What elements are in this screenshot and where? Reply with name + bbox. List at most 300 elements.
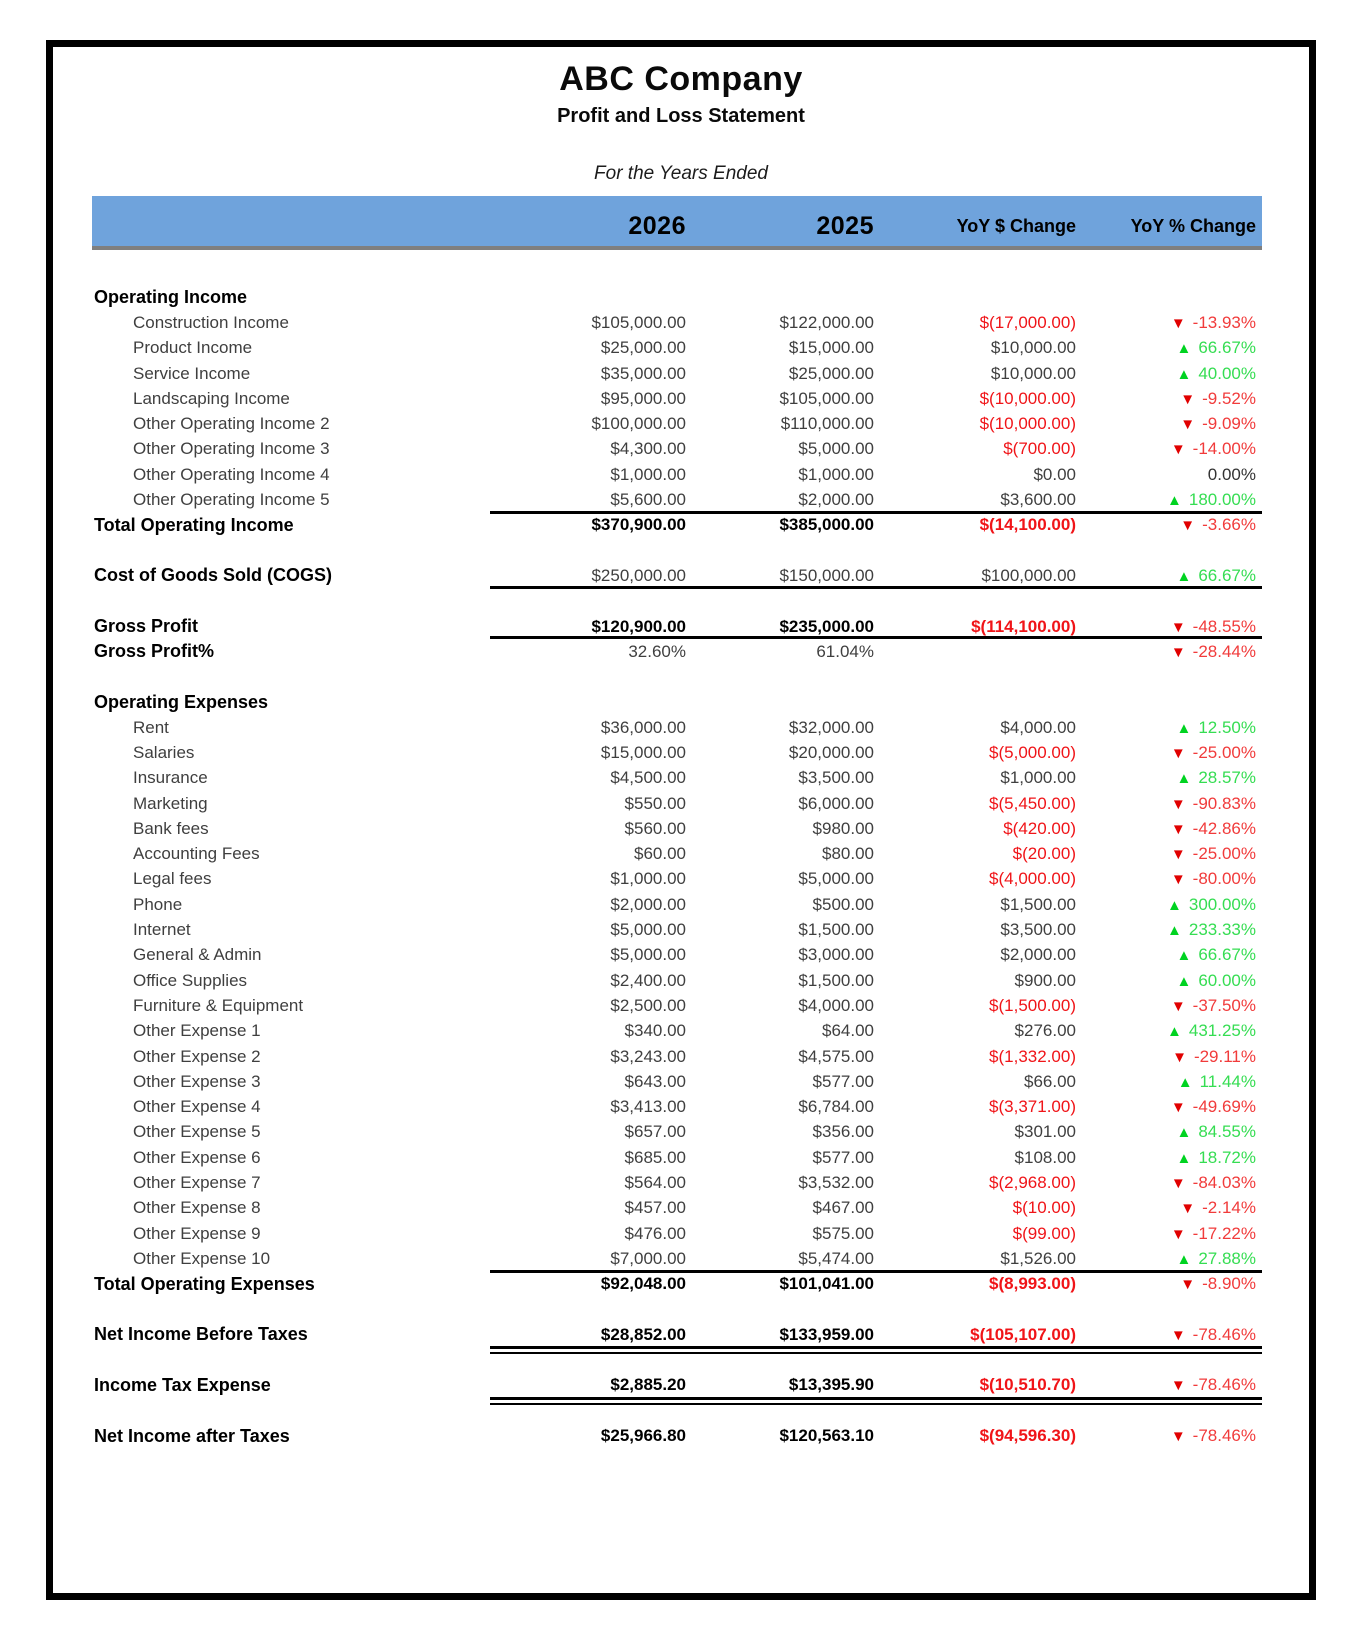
table-row [92,917,1262,942]
value-2026: $36,000.00 [600,717,686,737]
table-row [92,943,1262,968]
table-row [92,513,1262,538]
trend-up-icon: ▲ [1176,719,1192,737]
value-2025: $110,000.00 [780,414,874,434]
row-label: Net Income Before Taxes [94,1324,308,1345]
yoy-percent-text: -9.52% [1202,388,1256,408]
row-label: Insurance [133,768,208,788]
trend-down-icon: ▼ [1170,1428,1186,1445]
yoy-percent-text: 84.55% [1198,1122,1256,1142]
row-label: Accounting Fees [133,844,260,864]
row-label: Other Expense 10 [133,1248,271,1268]
value-2026: $7,000.00 [610,1248,686,1268]
column-header-2025: 2025 [816,212,874,240]
value-2026: $250,000.00 [591,565,686,585]
row-label: Other Expense 6 [133,1147,261,1167]
table-row [92,740,1262,765]
trend-up-icon: ▲ [1176,1124,1192,1142]
value-2025: $3,000.00 [798,945,874,965]
table-row [92,664,1262,689]
trend-down-icon: ▼ [1170,618,1186,636]
company-title: ABC Company [559,60,803,98]
yoy-percent-text: 431.25% [1188,1021,1256,1041]
yoy-percent-text: 300.00% [1188,894,1256,914]
yoy-percent-text: -78.46% [1192,1426,1256,1445]
value-yoy-dollar: $301.00 [1014,1122,1076,1142]
value-2025: $4,000.00 [798,995,874,1015]
table-row [92,1145,1262,1170]
value-yoy-percent [1076,1021,1262,1041]
value-2025: $80.00 [822,844,874,864]
trend-down-icon: ▼ [1170,1175,1186,1193]
row-label: Other Expense 5 [133,1122,261,1142]
table-row [92,1297,1262,1322]
trend-up-icon: ▲ [1167,492,1182,510]
value-2025: $1,500.00 [798,970,874,990]
table-row [92,766,1262,791]
table-row [92,437,1262,462]
yoy-percent-text: -49.69% [1192,1097,1256,1117]
value-yoy-dollar: $1,500.00 [1000,894,1076,914]
trend-down-icon: ▼ [1170,441,1186,459]
trend-up-icon: ▲ [1176,340,1192,358]
table-row [92,867,1262,892]
row-label: Other Expense 3 [133,1071,261,1091]
value-2026: $15,000.00 [600,742,686,762]
value-yoy-dollar: $(3,371.00) [989,1097,1076,1117]
value-2026: $2,400.00 [610,970,686,990]
column-header-2026: 2026 [628,212,686,240]
trend-up-icon: ▲ [1167,896,1182,914]
yoy-percent-text: 12.50% [1198,717,1256,737]
value-2026: $4,500.00 [610,768,686,788]
value-yoy-percent [1076,920,1262,940]
yoy-percent-text: -84.03% [1192,1173,1256,1193]
value-yoy-percent [1076,1249,1262,1269]
row-label: Other Expense 7 [133,1173,261,1193]
value-2026: $657.00 [624,1122,686,1142]
row-label: Other Expense 1 [133,1021,261,1041]
row-label: Landscaping Income [133,388,290,408]
value-2026: $1,000.00 [610,869,686,889]
value-2025: $500.00 [812,894,874,914]
value-yoy-dollar: $276.00 [1014,1021,1076,1041]
value-yoy-dollar: $2,000.00 [1000,945,1076,965]
value-2025: $105,000.00 [779,388,874,408]
value-2026: $2,500.00 [610,995,686,1015]
yoy-percent-text: -37.50% [1192,995,1256,1015]
value-yoy-dollar: $(10,000.00) [979,388,1076,408]
value-2026: $3,243.00 [610,1046,686,1066]
value-yoy-dollar: $(700.00) [1003,439,1076,459]
yoy-percent-text: -78.46% [1192,1324,1256,1344]
table-row [92,1398,1262,1423]
row-label: Service Income [133,363,251,383]
value-yoy-dollar: $(10.00) [1012,1198,1076,1218]
value-yoy-percent [1076,490,1262,510]
yoy-percent-text: 0.00% [1207,464,1256,484]
value-2025: $150,000.00 [779,565,874,585]
trend-up-icon: ▲ [1176,1250,1192,1268]
value-2026: $564.00 [624,1173,686,1193]
value-yoy-percent [1076,642,1262,662]
value-2026: $5,600.00 [610,490,686,510]
value-yoy-dollar: $3,500.00 [1000,920,1076,940]
value-yoy-percent [1076,313,1262,333]
value-2025: $133,959.00 [779,1324,874,1344]
value-yoy-percent [1076,1122,1262,1142]
value-2025: $6,784.00 [798,1097,874,1117]
value-yoy-dollar: $(5,450.00) [989,793,1076,813]
value-2026: $35,000.00 [600,363,686,383]
value-2025: $575.00 [812,1223,874,1243]
value-2026: $100,000.00 [591,414,686,434]
value-2026: $340.00 [624,1021,686,1041]
value-2025: 61.04% [816,641,874,661]
value-yoy-percent [1076,1426,1262,1446]
table-row [92,1272,1262,1297]
yoy-percent-text: -78.46% [1192,1375,1256,1395]
value-yoy-dollar: $10,000.00 [990,363,1076,383]
trend-down-icon: ▼ [1170,846,1186,864]
value-2026: $370,900.00 [591,515,686,535]
trend-up-icon: ▲ [1176,947,1192,965]
value-2026: $25,966.80 [600,1426,686,1445]
yoy-percent-text: 60.00% [1198,970,1256,990]
value-2025: $25,000.00 [788,363,874,383]
table-row [92,487,1262,512]
value-yoy-dollar: $(17,000.00) [979,312,1076,332]
value-yoy-dollar: $(14,100.00) [979,515,1076,535]
value-2026: $2,885.20 [610,1375,686,1395]
trend-down-icon: ▼ [1170,1377,1186,1395]
table-row [92,538,1262,563]
row-label: Product Income [133,338,253,358]
header-spacer [92,241,490,246]
row-label: Furniture & Equipment [133,995,304,1015]
value-yoy-percent [1076,895,1262,915]
value-yoy-percent [1076,465,1262,485]
value-2026: 32.60% [628,641,686,661]
yoy-percent-text: -25.00% [1192,844,1256,864]
value-yoy-percent [1076,945,1262,965]
value-2026: $457.00 [624,1198,686,1218]
row-label: Other Expense 2 [133,1046,261,1066]
value-2026: $643.00 [624,1071,686,1091]
table-row [92,1170,1262,1195]
value-yoy-dollar: $(94,596.30) [979,1426,1076,1445]
table-row [92,386,1262,411]
trend-down-icon: ▼ [1170,820,1186,838]
row-label: Other Expense 8 [133,1198,261,1218]
value-yoy-dollar: $(105,107.00) [970,1324,1076,1344]
yoy-percent-text: -28.44% [1192,641,1256,661]
table-row [92,589,1262,614]
value-2026: $1,000.00 [610,464,686,484]
value-yoy-dollar: $(2,968.00) [989,1173,1076,1193]
yoy-percent-text: -8.90% [1202,1274,1256,1294]
trend-down-icon: ▼ [1170,1099,1186,1117]
value-yoy-percent [1076,996,1262,1016]
yoy-percent-text: -42.86% [1192,818,1256,838]
trend-down-icon: ▼ [1180,416,1196,434]
value-2026: $476.00 [624,1223,686,1243]
value-2025: $980.00 [812,818,874,838]
table-row [92,791,1262,816]
table-row [92,563,1262,588]
trend-up-icon: ▲ [1176,365,1192,383]
value-2026: $105,000.00 [591,312,686,332]
value-2026: $60.00 [634,844,686,864]
value-yoy-percent [1076,1375,1262,1395]
yoy-percent-text: -48.55% [1192,616,1256,636]
trend-up-icon: ▲ [1176,567,1192,585]
trend-up-icon: ▲ [1167,1023,1182,1041]
row-label: Legal fees [133,869,212,889]
value-yoy-percent [1076,1047,1262,1067]
value-yoy-dollar: $10,000.00 [990,338,1076,358]
column-header-yoy-percent: YoY % Change [1130,216,1256,236]
value-2026: $3,413.00 [610,1097,686,1117]
value-2025: $64.00 [822,1021,874,1041]
row-label: Operating Income [94,287,248,308]
row-label: Bank fees [133,818,209,838]
value-yoy-dollar: $100,000.00 [981,565,1076,585]
value-2025: $356.00 [812,1122,874,1142]
period-label: For the Years Ended [594,163,768,184]
row-label: Other Operating Income 2 [133,414,330,434]
table-row [92,1246,1262,1271]
yoy-percent-text: 40.00% [1198,363,1256,383]
value-2026: $95,000.00 [600,388,686,408]
trend-up-icon: ▲ [1177,1073,1193,1091]
column-header-yoy-dollar: YoY $ Change [956,216,1076,236]
row-label: Marketing [133,793,208,813]
value-2025: $32,000.00 [788,717,874,737]
row-label: Total Operating Income [94,514,294,535]
value-2026: $25,000.00 [600,338,686,358]
value-yoy-percent [1076,819,1262,839]
trend-down-icon: ▼ [1170,871,1186,889]
yoy-percent-text: 66.67% [1198,338,1256,358]
value-yoy-percent [1076,364,1262,384]
value-2025: $4,575.00 [798,1046,874,1066]
trend-down-icon: ▼ [1170,795,1186,813]
yoy-percent-text: -25.00% [1192,742,1256,762]
value-yoy-dollar: $0.00 [1033,464,1076,484]
yoy-percent-text: -80.00% [1192,869,1256,889]
value-yoy-percent [1076,566,1262,586]
table-row [92,690,1262,715]
table-row [92,411,1262,436]
value-yoy-percent [1076,414,1262,434]
row-label: General & Admin [133,945,262,965]
yoy-percent-text: 28.57% [1198,768,1256,788]
value-2025: $122,000.00 [779,312,874,332]
trend-down-icon: ▼ [1170,643,1186,661]
yoy-percent-text: 11.44% [1199,1071,1256,1091]
value-2025: $5,000.00 [798,869,874,889]
value-2025: $3,532.00 [798,1173,874,1193]
yoy-percent-text: -2.14% [1202,1198,1256,1218]
row-label: Internet [133,920,191,940]
value-yoy-percent [1076,718,1262,738]
trend-down-icon: ▼ [1172,1048,1187,1066]
trend-down-icon: ▼ [1180,517,1196,535]
trend-down-icon: ▼ [1170,744,1186,762]
yoy-percent-text: 66.67% [1198,945,1256,965]
row-label: Phone [133,894,183,914]
yoy-percent-text: 27.88% [1198,1248,1256,1268]
table-row [92,1322,1262,1347]
value-2026: $685.00 [624,1147,686,1167]
value-yoy-percent [1076,794,1262,814]
value-yoy-percent [1076,617,1262,637]
value-2025: $2,000.00 [798,490,874,510]
value-yoy-percent [1076,1173,1262,1193]
yoy-percent-text: -3.66% [1202,515,1256,535]
value-yoy-dollar: $900.00 [1014,970,1076,990]
table-row [92,715,1262,740]
table-row [92,993,1262,1018]
yoy-percent-text: -13.93% [1192,312,1256,332]
table-row [92,1221,1262,1246]
row-label: Cost of Goods Sold (COGS) [94,565,332,586]
value-yoy-percent [1076,1198,1262,1218]
table-row [92,336,1262,361]
trend-down-icon: ▼ [1170,1225,1186,1243]
value-2025: $577.00 [812,1147,874,1167]
value-yoy-percent [1076,971,1262,991]
value-yoy-percent [1076,743,1262,763]
value-2025: $235,000.00 [779,616,874,636]
value-2026: $4,300.00 [610,439,686,459]
row-label: Other Operating Income 4 [133,464,330,484]
value-yoy-dollar: $(4,000.00) [989,869,1076,889]
statement-subtitle: Profit and Loss Statement [557,105,805,127]
yoy-percent-text: -14.00% [1192,439,1256,459]
table-row [92,968,1262,993]
table-row [92,285,1262,310]
trend-down-icon: ▼ [1180,1200,1196,1218]
value-2026: $92,048.00 [600,1274,686,1294]
value-2025: $577.00 [812,1071,874,1091]
value-yoy-percent [1076,768,1262,788]
row-label: Operating Expenses [94,691,269,712]
value-yoy-dollar: $108.00 [1014,1147,1076,1167]
value-yoy-percent [1076,1325,1262,1345]
table-row [92,892,1262,917]
value-yoy-percent [1076,338,1262,358]
row-label: Other Expense 4 [133,1097,261,1117]
trend-down-icon: ▼ [1170,314,1186,332]
value-yoy-dollar: $(20.00) [1012,844,1076,864]
rows-container [92,254,1262,1449]
table-row [92,1423,1262,1448]
value-yoy-percent [1076,1274,1262,1294]
row-label: Construction Income [133,312,289,332]
row-label: Other Operating Income 5 [133,490,330,510]
trend-up-icon: ▲ [1176,770,1192,788]
value-yoy-dollar: $(5,000.00) [989,742,1076,762]
value-yoy-dollar: $(99.00) [1012,1223,1076,1243]
table-row [92,842,1262,867]
value-2025: $6,000.00 [798,793,874,813]
row-label: Salaries [133,742,195,762]
value-2025: $15,000.00 [788,338,874,358]
value-2025: $3,500.00 [798,768,874,788]
table-row [92,1069,1262,1094]
row-label: Other Expense 9 [133,1223,261,1243]
value-yoy-percent [1076,869,1262,889]
trend-up-icon: ▲ [1176,1149,1192,1167]
trend-up-icon: ▲ [1167,922,1182,940]
table-row [92,1044,1262,1069]
value-yoy-percent [1076,1072,1262,1092]
value-2026: $2,000.00 [610,894,686,914]
table-row [92,1120,1262,1145]
yoy-percent-text: -90.83% [1192,793,1256,813]
value-yoy-percent [1076,439,1262,459]
row-label: Rent [133,717,169,737]
trend-down-icon: ▼ [1170,997,1186,1015]
value-2026: $28,852.00 [600,1324,686,1344]
value-2025: $385,000.00 [779,515,874,535]
value-yoy-dollar: $3,600.00 [1000,490,1076,510]
value-2025: $1,500.00 [798,920,874,940]
value-yoy-percent [1076,844,1262,864]
row-label: Gross Profit [94,616,199,636]
value-yoy-dollar: $(10,510.70) [979,1375,1076,1395]
table-row [92,462,1262,487]
table-row [92,614,1262,639]
value-yoy-percent [1076,1097,1262,1117]
value-yoy-percent [1076,1224,1262,1244]
value-yoy-dollar: $(420.00) [1003,818,1076,838]
yoy-percent-text: 180.00% [1188,490,1256,510]
value-2026: $5,000.00 [610,945,686,965]
value-2026: $560.00 [624,818,686,838]
table-row [92,1095,1262,1120]
value-yoy-dollar: $4,000.00 [1000,717,1076,737]
yoy-percent-text: 18.72% [1198,1147,1256,1167]
value-2025: $120,563.10 [779,1426,874,1445]
row-label: Income Tax Expense [94,1374,271,1395]
value-yoy-percent [1076,389,1262,409]
yoy-percent-text: 66.67% [1198,565,1256,585]
yoy-percent-text: -9.09% [1202,414,1256,434]
row-label: Net Income after Taxes [94,1425,290,1446]
value-yoy-dollar: $(1,500.00) [989,995,1076,1015]
trend-down-icon: ▼ [1180,1276,1196,1294]
table-row [92,1373,1262,1398]
value-2025: $20,000.00 [788,742,874,762]
trend-down-icon: ▼ [1170,1326,1186,1344]
value-yoy-percent [1076,1148,1262,1168]
trend-down-icon: ▼ [1180,390,1196,408]
value-yoy-dollar: $(8,993.00) [989,1274,1076,1294]
value-2025: $1,000.00 [798,464,874,484]
value-2025: $13,395.90 [788,1375,874,1395]
value-yoy-dollar: $(114,100.00) [971,616,1076,636]
table-row [92,1019,1262,1044]
yoy-percent-text: -29.11% [1193,1046,1256,1066]
table-row [92,639,1262,664]
table-row [92,310,1262,335]
table-row [92,361,1262,386]
value-yoy-dollar: $1,000.00 [1000,768,1076,788]
value-2025: $5,000.00 [798,439,874,459]
